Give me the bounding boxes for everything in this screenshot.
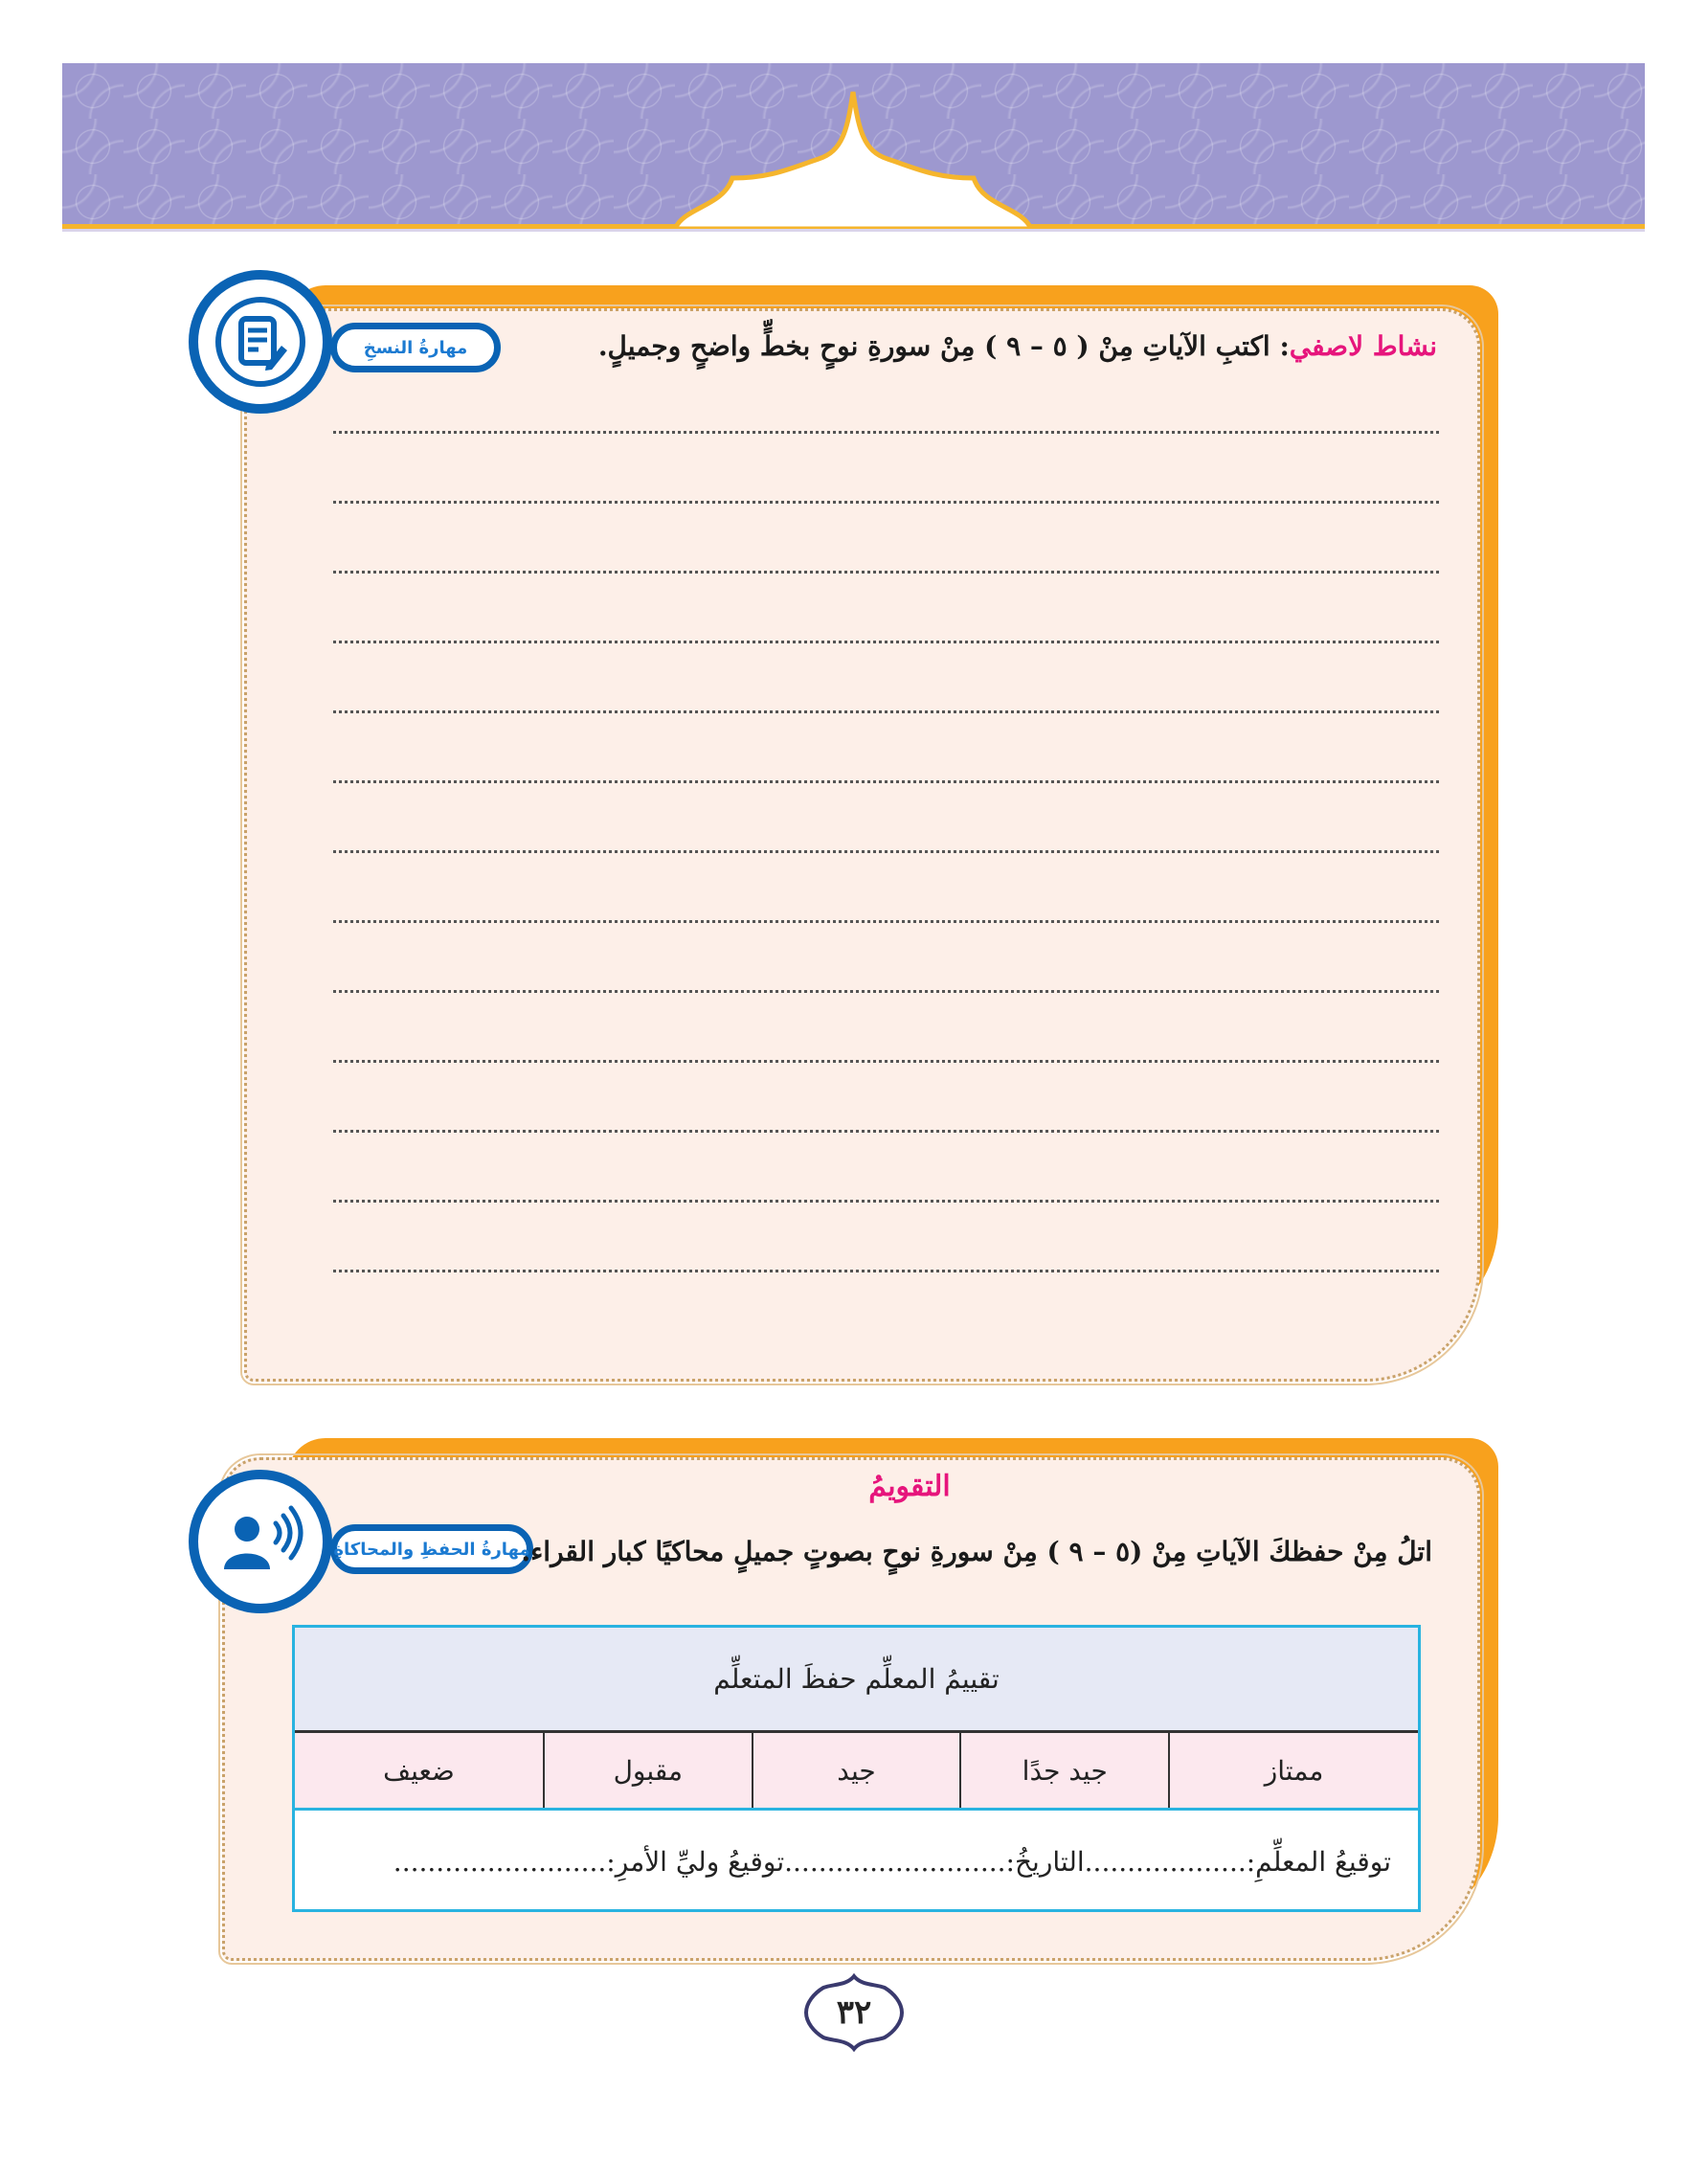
signature-line[interactable]: توقيعُ المعلِّمِ:...................التاريخُ:..........................توقيعُ وليِّ الأمرِ:......................... [393,1845,1391,1878]
speaking-person-icon [189,1470,332,1613]
writing-line[interactable] [333,850,1439,853]
grade-very-good[interactable]: جيد جدًا [959,1733,1168,1808]
writing-line[interactable] [333,920,1439,923]
writing-line[interactable] [333,501,1439,504]
evaluation-header: تقييمُ المعلِّم حفظَ المتعلِّم [295,1628,1418,1733]
notes-edit-icon [189,270,332,414]
writing-line[interactable] [333,1270,1439,1272]
grade-acceptable[interactable]: مقبول [543,1733,752,1808]
grade-weak[interactable]: ضعيف [383,1754,455,1787]
writing-line[interactable] [333,1200,1439,1203]
activity-label: نشاط لاصفي [1289,330,1437,362]
header-banner [62,63,1645,229]
skill-tag-memorization: مهارةُ الحفظِ والمحاكاةِ [330,1524,533,1574]
page-number [802,1972,906,2053]
writing-line[interactable] [333,780,1439,783]
writing-line[interactable] [333,571,1439,574]
skill-tag-copying: مهارةُ النسخِ [330,323,501,372]
recitation-instruction: اتلُ مِنْ حفظكَ الآياتِ مِنْ (٥ – ٩ ) مِنْ سورةِ نوحٍ بصوتٍ جميلٍ محاكيًا كبار القراء. [521,1536,1432,1567]
page-number-text: ٣٢ [836,1993,872,2032]
evaluation-table [292,1625,1421,1912]
grade-good[interactable]: جيد [752,1733,960,1808]
activity-instruction [598,330,1437,362]
arch-ornament [62,63,1645,229]
writing-line[interactable] [333,990,1439,993]
writing-line[interactable] [333,431,1439,434]
writing-line[interactable] [333,1130,1439,1133]
section-title: التقويمُ [868,1470,951,1503]
grades-row [295,1733,1418,1811]
writing-line[interactable] [333,710,1439,713]
writing-line[interactable] [333,641,1439,643]
grade-excellent[interactable]: ممتاز [1168,1733,1418,1808]
writing-line[interactable] [333,1060,1439,1063]
activity-text: : اكتبِ الآياتِ مِنْ ( ٥ – ٩ ) مِنْ سورةِ نوحٍ بخطٍّ واضحٍ وجميلٍ. [597,330,1290,362]
